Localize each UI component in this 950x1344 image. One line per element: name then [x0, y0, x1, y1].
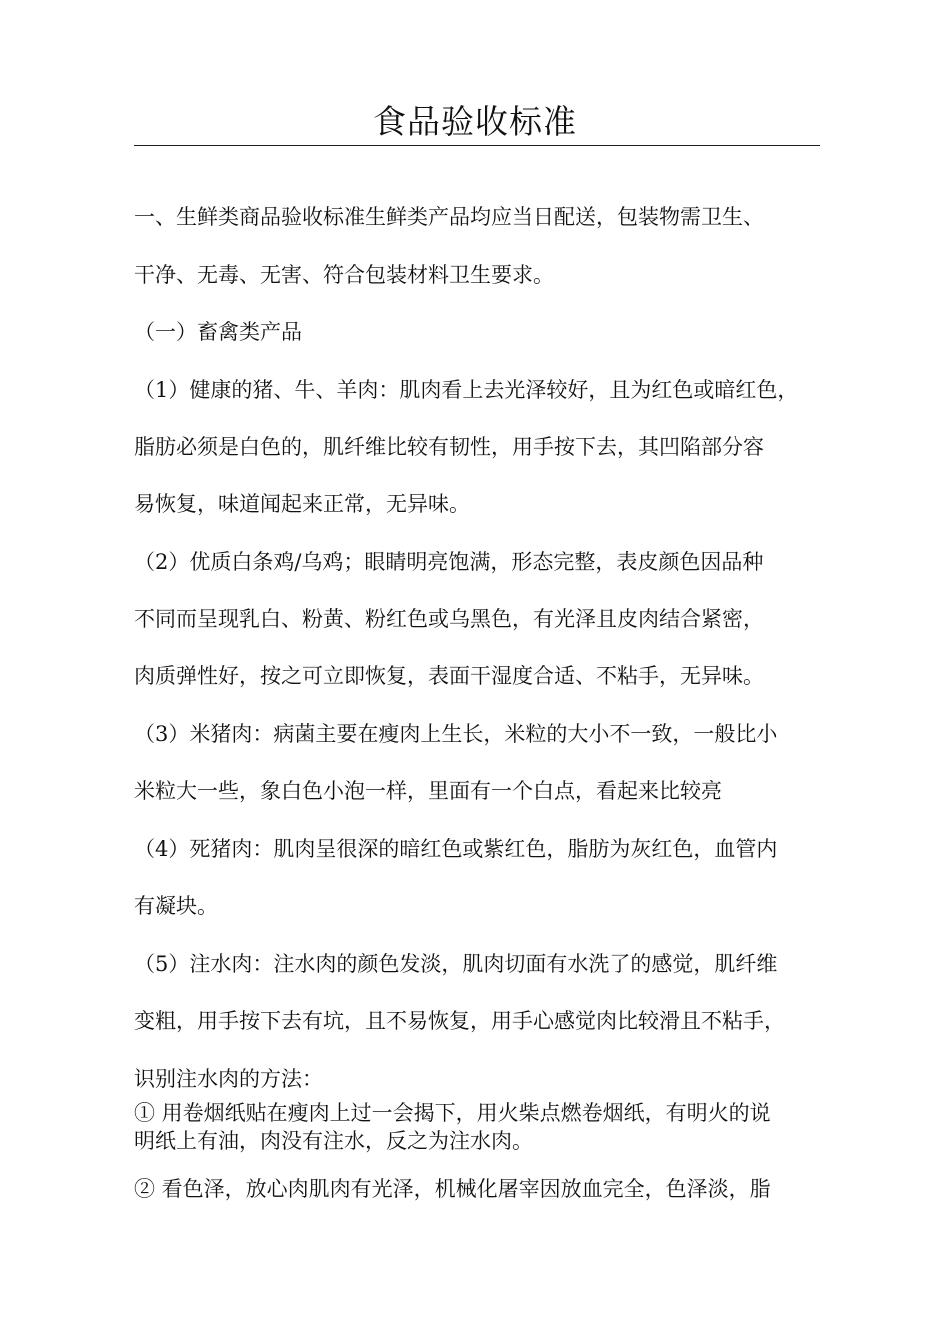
paragraph-line: 易恢复，味道闻起来正常，无异味。 [134, 492, 470, 516]
document-title: 食品验收标准 [373, 102, 577, 141]
paragraph-line: 米粒大一些，象白色小泡一样，里面有一个白点，看起来比较亮 [134, 779, 722, 803]
list-item-line: ① 用卷烟纸贴在瘦肉上过一会揭下，用火柴点燃卷烟纸，有明火的说 [134, 1101, 771, 1125]
paragraph-line: 有凝块。 [134, 894, 218, 918]
paragraph-line: （3）米猪肉：病菌主要在瘦肉上生长，米粒的大小不一致，一般比小 [134, 722, 778, 746]
paragraph-line: （2）优质白条鸡/乌鸡；眼睛明亮饱满，形态完整，表皮颜色因品种 [134, 550, 764, 574]
list-item-line: ② 看色泽，放心肉肌肉有光泽，机械化屠宰因放血完全，色泽淡，脂 [134, 1177, 771, 1201]
title-underline [134, 145, 820, 146]
paragraph-line: （5）注水肉：注水肉的颜色发淡，肌肉切面有水洗了的感觉，肌纤维 [134, 952, 778, 976]
paragraph-line: 变粗，用手按下去有坑，且不易恢复，用手心感觉肉比较滑且不粘手， [134, 1009, 785, 1033]
paragraph-line: （1）健康的猪、牛、羊肉：肌肉看上去光泽较好，且为红色或暗红色， [134, 378, 799, 402]
paragraph-line: 肉质弹性好，按之可立即恢复，表面干湿度合适、不粘手，无异味。 [134, 664, 764, 688]
section-heading: （一）畜禽类产品 [134, 320, 302, 344]
paragraph-line: 一、生鲜类商品验收标准生鲜类产品均应当日配送，包装物需卫生、 [134, 205, 764, 229]
paragraph-line: （4）死猪肉：肌肉呈很深的暗红色或紫红色，脂肪为灰红色，血管内 [134, 837, 778, 861]
paragraph-line: 不同而呈现乳白、粉黄、粉红色或乌黑色，有光泽且皮肉结合紧密， [134, 607, 764, 631]
paragraph-line: 识别注水肉的方法： [134, 1067, 323, 1091]
list-item-line: 明纸上有油，肉没有注水，反之为注水肉。 [134, 1129, 533, 1153]
paragraph-line: 脂肪必须是白色的，肌纤维比较有韧性，用手按下去，其凹陷部分容 [134, 435, 764, 459]
paragraph-line: 干净、无毒、无害、符合包装材料卫生要求。 [134, 263, 554, 287]
